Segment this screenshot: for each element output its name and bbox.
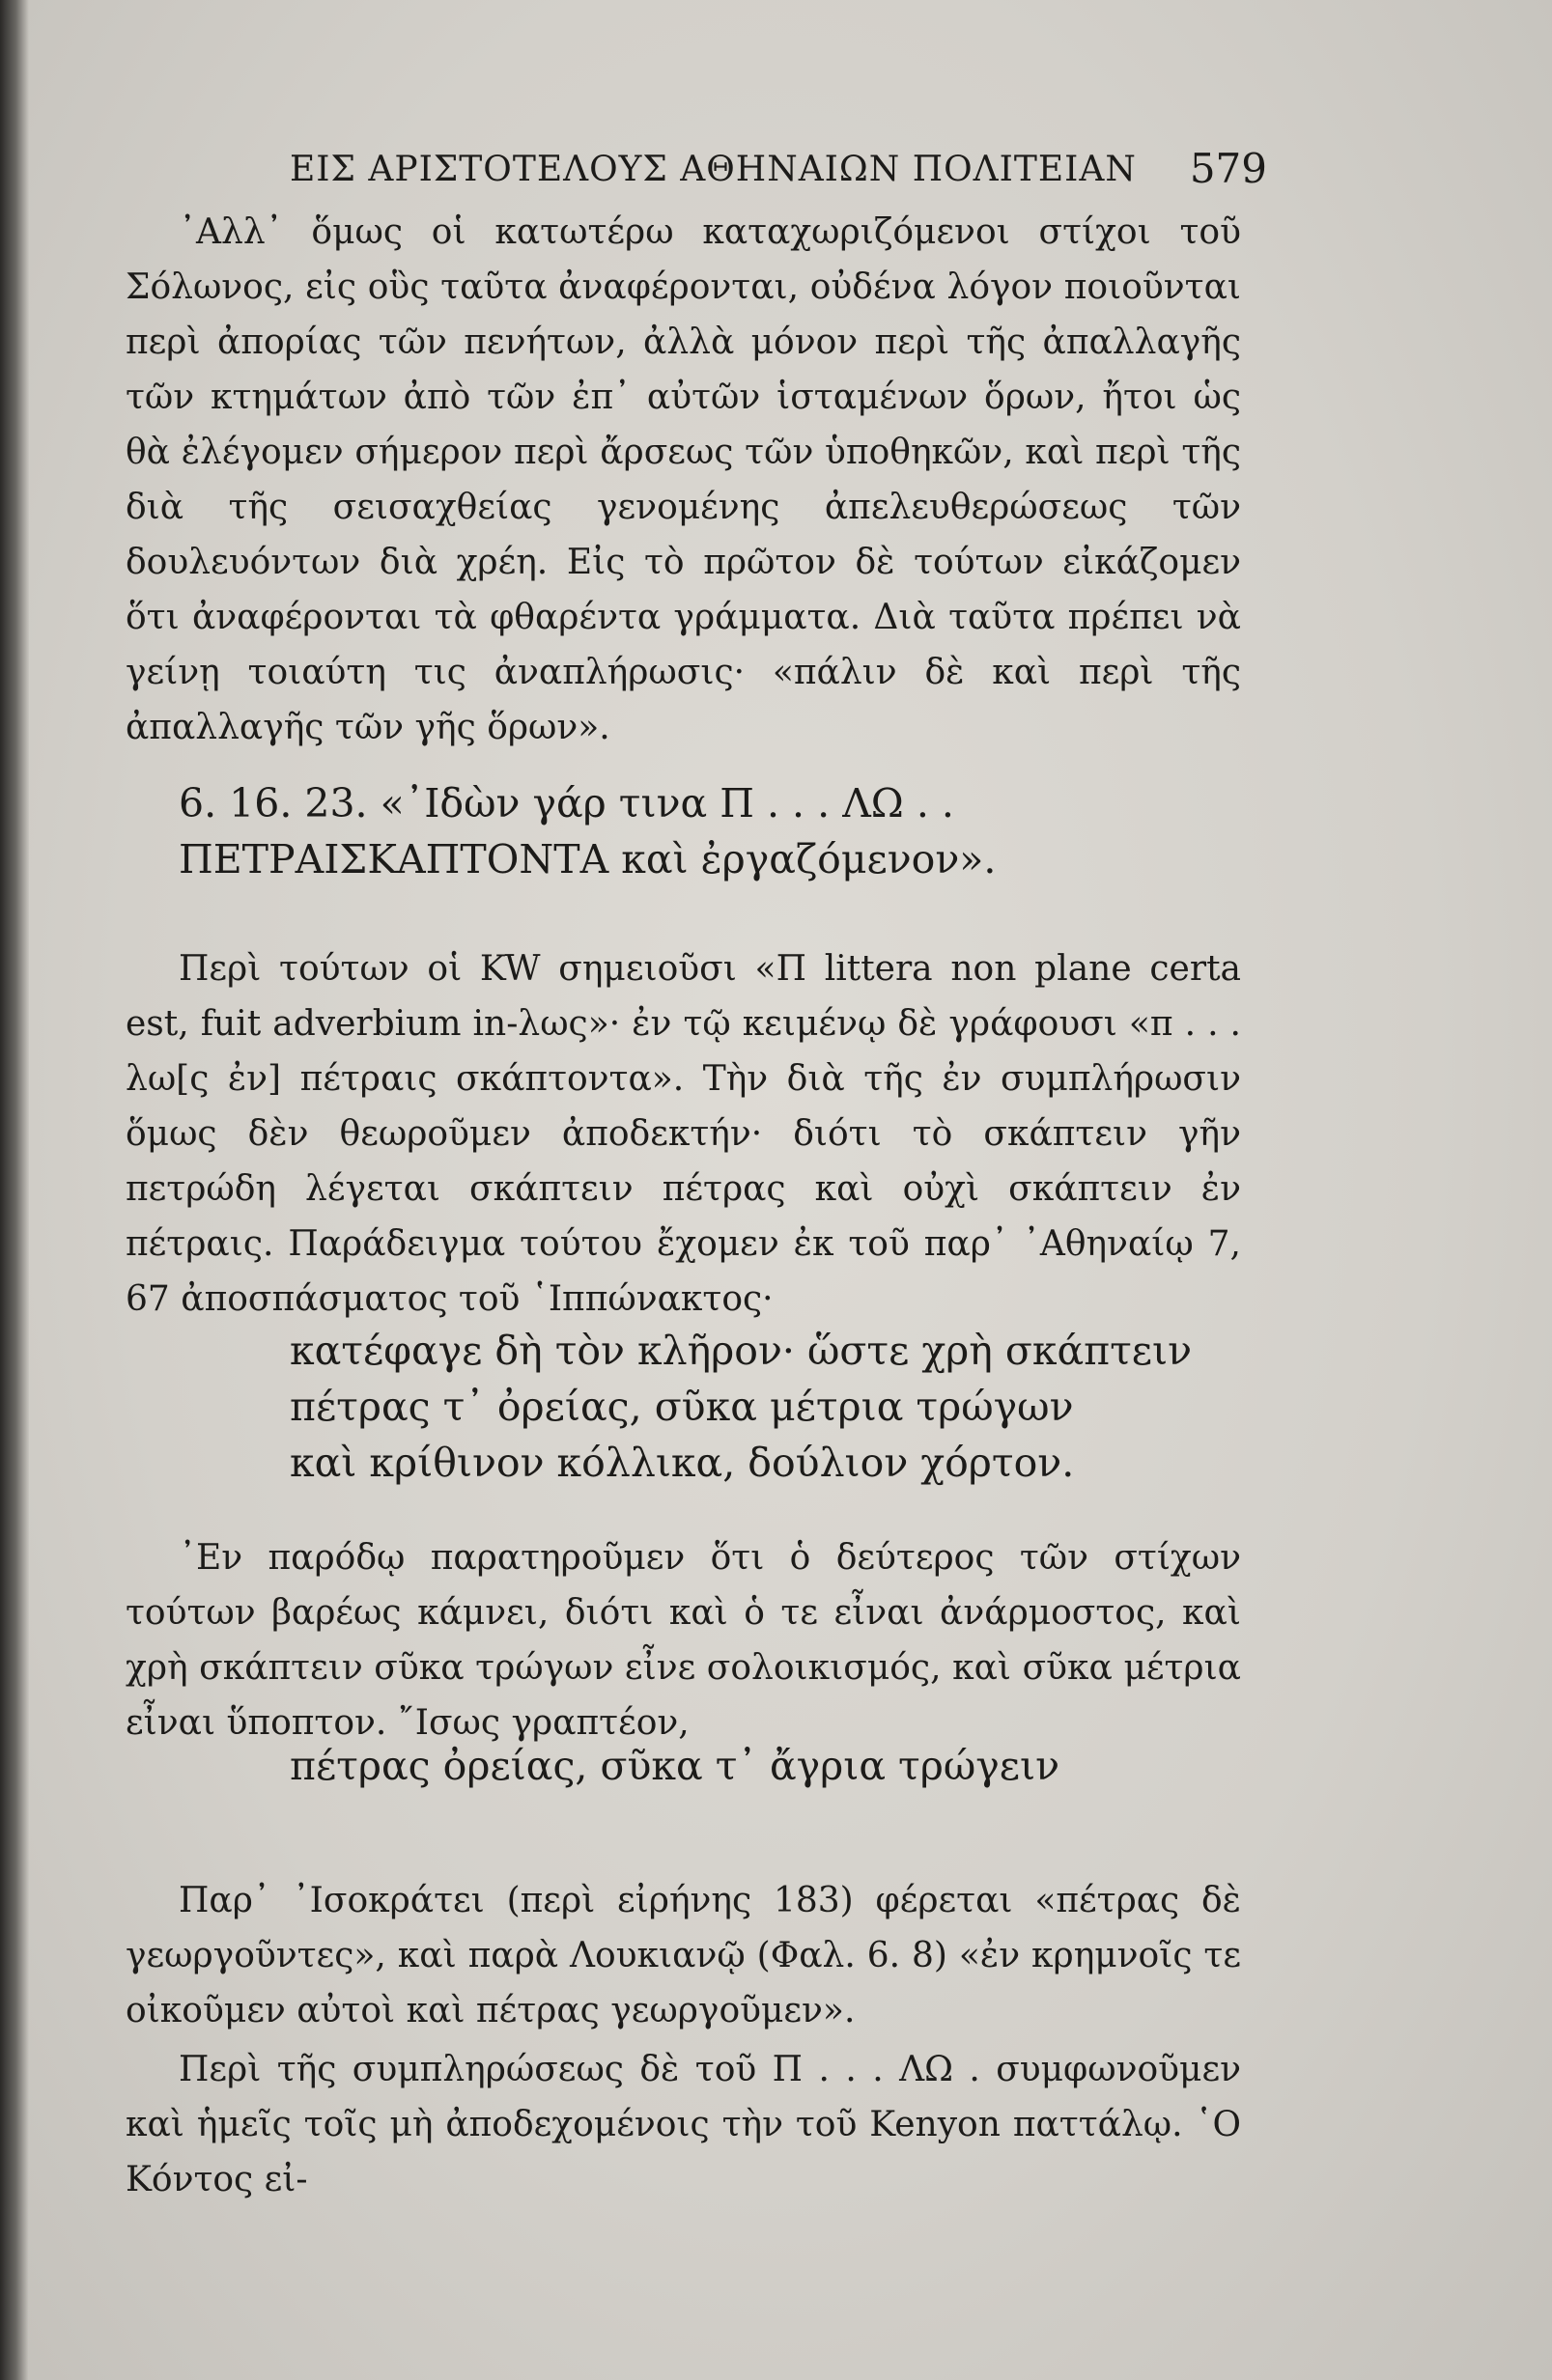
verse-line-1: κατέφαγε δὴ τὸν κλῆρον· ὥστε χρὴ σκάπτειν <box>290 1328 1193 1374</box>
verse-line-3: καὶ κρίθινον κόλλικα, δούλιον χόρτον. <box>290 1440 1075 1486</box>
page-number: 579 <box>1189 145 1267 192</box>
paragraph-2: Περὶ τούτων οἱ KW σημειοῦσι «Π littera non plane certa est, fuit adverbium in-λως»· ἐν τῷ κειμένῳ δὲ γράφουσι «π . . . λω[ς ἐν] πέτραις σκάπτοντα». Τὴν διὰ τῆς ἐν συμπλήρωσιν ὅμως δὲν θεωροῦμεν ἀποδεκτήν· διότι τὸ σκάπτειν γῆν πετρώδη λέγεται σκάπτειν πέτρας καὶ οὐχὶ σκάπτειν ἐν πέτραις. Παράδειγμα τούτου ἔχομεν ἐκ τοῦ παρ᾿ ᾿Αθηναίῳ 7, 67 ἀποσπάσματος τοῦ ῾Ιππώνακτος· <box>126 949 1241 1319</box>
paragraph-5: Περὶ τῆς συμπληρώσεως δὲ τοῦ Π . . . ΛΩ . συμφωνοῦμεν καὶ ἡμεῖς τοῖς μὴ ἀποδεχομένοις τὴν τοῦ Kenyon παττάλῳ. ῾Ο Κόντος εἰ- <box>126 2050 1241 2199</box>
verse-emendation: πέτρας ὀρείας, σῦκα τ᾿ ἄγρια τρώγειν <box>290 1743 1059 1789</box>
paragraph-1: ᾿Αλλ᾿ ὅμως οἱ κατωτέρω καταχωριζόμενοι στίχοι τοῦ Σόλωνος, εἰς οὓς ταῦτα ἀναφέρονται, οὐδένα λόγον ποιοῦνται περὶ ἀπορίας τῶν πενήτων, ἀλλὰ μόνον περὶ τῆς ἀπαλλαγῆς τῶν κτημάτων ἀπὸ τῶν ἐπ᾿ αὐτῶν ἱσταμένων ὅρων, ἤτοι ὡς θὰ ἐλέγομεν σήμερον περὶ ἄρσεως τῶν ὑποθηκῶν, καὶ περὶ τῆς διὰ τῆς σεισαχθείας γενομένης ἀπελευθερώσεως τῶν δουλευόντων διὰ χρέη. Εἰς τὸ πρῶτον δὲ τούτων εἰκάζομεν ὅτι ἀναφέρονται τὰ φθαρέντα γράμματα. Διὰ ταῦτα πρέπει νὰ γείνῃ τοιαύτη τις ἀναπλήρωσις· «πάλιν δὲ καὶ περὶ τῆς ἀπαλλαγῆς τῶν γῆς ὅρων». <box>126 212 1241 747</box>
verse-line-2: πέτρας τ᾿ ὀρείας, σῦκα μέτρια τρώγων <box>290 1384 1074 1430</box>
paragraph-3: ᾿Εν παρόδῳ παρατηροῦμεν ὅτι ὁ δεύτερος τῶν στίχων τούτων βαρέως κάμνει, διότι καὶ ὁ τε εἶναι ἀνάρμοστος, καὶ χρὴ σκάπτειν σῦκα τρώγων εἶνε σολοικισμός, καὶ σῦκα μέτρια εἶναι ὕποπτον. ῎Ισως γραπτέον, <box>126 1538 1241 1743</box>
section-heading: 6. 16. 23. «᾿Ιδὼν γάρ τινα Π . . . ΛΩ . . ΠΕΤΡΑΙΣΚΑΠΤΟΝΤΑ καὶ ἐργαζόμενον». <box>179 780 997 882</box>
running-header: ΕΙΣ ΑΡΙΣΤΟΤΕΛΟΥΣ ΑΘΗΝΑΙΩΝ ΠΟΛΙΤΕΙΑΝ <box>290 150 1137 189</box>
paragraph-4: Παρ᾿ ᾿Ισοκράτει (περὶ εἰρήνης 183) φέρεται «πέτρας δὲ γεωργοῦντες», καὶ παρὰ Λουκιανῷ (Φαλ. 6. 8) «ἐν κρημνοῖς τε οἰκοῦμεν αὐτοὶ καὶ πέτρας γεωργοῦμεν». <box>126 1881 1241 2030</box>
book-spine-shadow <box>0 0 29 2380</box>
